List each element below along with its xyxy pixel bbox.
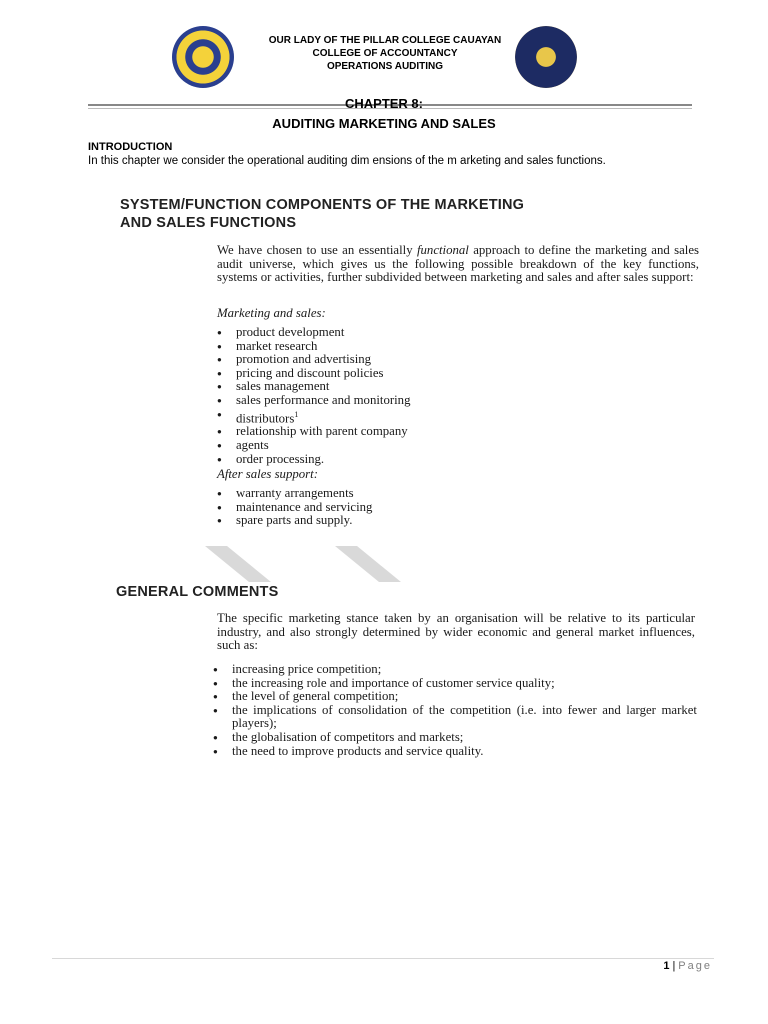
list-item: ● relationship with parent company [217,425,697,439]
general-comments-list [213,663,697,758]
page-label: Page [678,960,712,972]
list-item: ● the globalisation of competitors and markets; [213,731,697,745]
page-footer [663,960,712,972]
institution-name: OUR LADY OF THE PILLAR COLLEGE CAUAYAN [268,35,502,46]
footnote-mark: 1 [294,409,299,419]
list-item: ● maintenance and servicing [217,501,697,515]
after-sales-subheading: After sales support: [217,467,318,481]
list-item-text: distributors [236,410,295,425]
watermark-chevron-2 [335,546,401,582]
course-name: OPERATIONS AUDITING [326,61,444,72]
accountancy-seal-logo [515,26,577,88]
page-number: 1 [663,960,670,972]
list-item: ● increasing price competition; [213,663,697,677]
after-sales-list [217,487,697,528]
paragraph-emphasis: functional [416,243,469,257]
chapter-heading [0,94,768,134]
introduction-text: In this chapter we consider the operational auditing dim ensions of the m arketing and sales functions. [88,155,606,167]
list-item: ● market research [217,340,697,354]
footer-separator: | [672,960,676,972]
list-item: ● the need to improve products and service quality. [213,745,697,759]
introduction-heading: INTRODUCTION [88,141,173,153]
footer-divider [52,958,714,959]
watermark-chevron-1 [205,546,271,582]
section-title-components [120,196,600,232]
marketing-and-sales-subheading: Marketing and sales: [217,306,326,320]
header-text [240,34,530,73]
list-item: ● promotion and advertising [217,353,697,367]
components-paragraph [217,244,699,285]
section-title-line1: SYSTEM/FUNCTION COMPONENTS OF THE MARKETING [120,197,525,213]
watermark-chevrons [205,546,415,582]
list-item: ● the level of general competition; [213,690,697,704]
list-item: ● warranty arrangements [217,487,697,501]
paragraph-text: approach to define the marketing and sales audit universe, which gives us the following possible breakdown of the key functions, systems or activities, further subdivided between marketing and sales and after sales support: [217,243,699,285]
list-item: ● the increasing role and importance of customer service quality; [213,677,697,691]
marketing-and-sales-list [217,326,697,466]
list-item: ● agents [217,439,697,453]
college-seal-logo [172,26,234,88]
list-item: ● product development [217,326,697,340]
list-item: ● sales management [217,380,697,394]
page-header [0,26,768,84]
list-item: ● pricing and discount policies [217,367,697,381]
chapter-title: AUDITING MARKETING AND SALES [272,116,496,131]
list-item: ● spare parts and supply. [217,514,697,528]
general-comments-paragraph: The specific marketing stance taken by an organisation will be relative to its particular industry, and also strongly determined by wider economic and general market influences, such as: [217,611,695,653]
list-item: ● sales performance and monitoring [217,394,697,408]
list-item: ● the implications of consolidation of the competition (i.e. into fewer and larger market players); [213,704,697,731]
chapter-number: CHAPTER 8: [344,96,423,111]
list-item: ● order processing. [217,453,697,467]
section-title-general-comments: GENERAL COMMENTS [116,584,279,600]
college-name: COLLEGE OF ACCOUNTANCY [312,48,458,59]
paragraph-text: We have chosen to use an essentially [217,243,417,257]
section-title-line2: AND SALES FUNCTIONS [120,215,297,231]
list-item [217,408,697,426]
